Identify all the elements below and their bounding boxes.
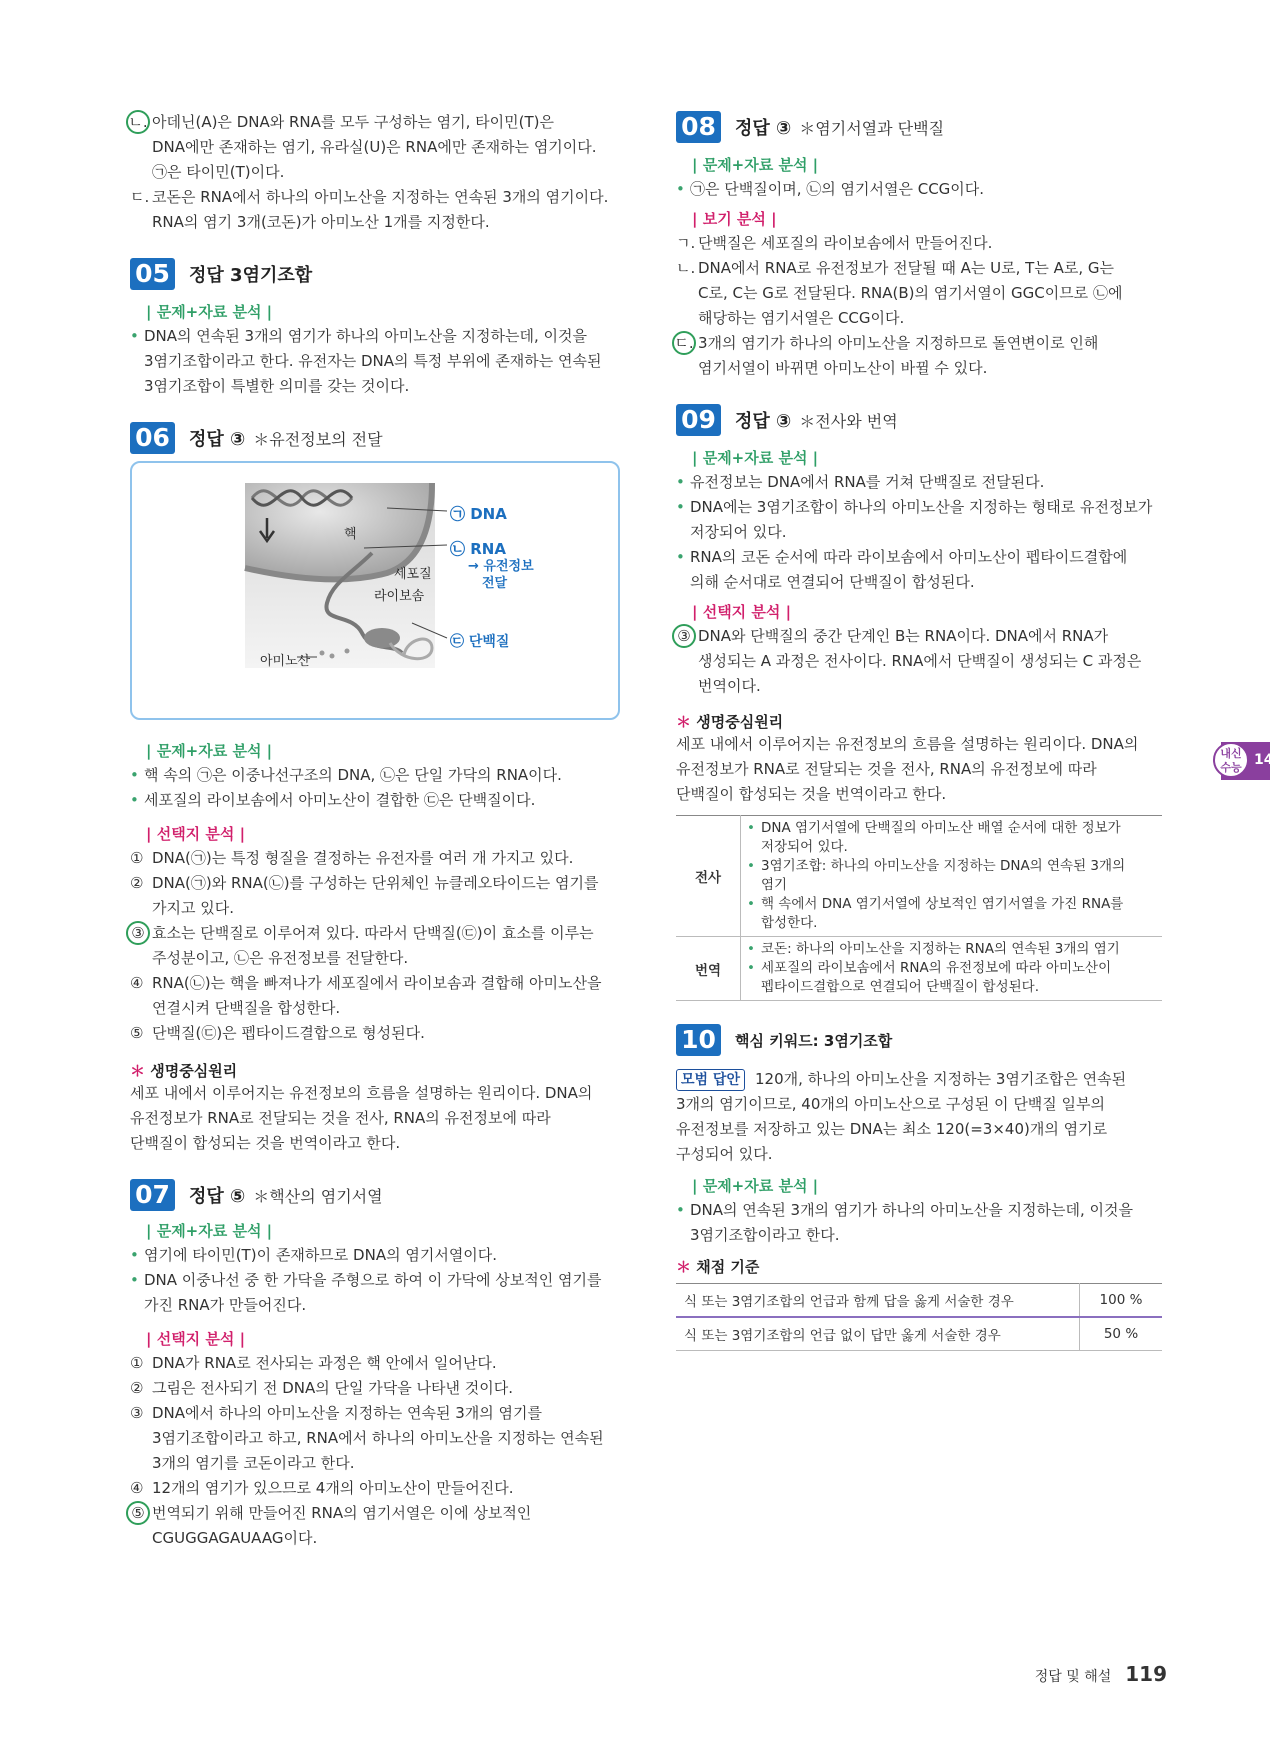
model-line [676, 1067, 1162, 1092]
bullet-line: 저장되어 있다. [690, 523, 787, 541]
table-line: DNA 염기서열에 단백질의 아미노산 배열 순서에 대한 정보가 [761, 820, 1121, 836]
bullet-item [130, 1243, 620, 1268]
bullet-line: RNA의 코돈 순서에 따라 라이보솜에서 아미노산이 펩타이드결합에 [690, 548, 1128, 566]
transfer-label-2: 전달 [482, 576, 508, 591]
choice-line: RNA의 염기 3개(코돈)가 아미노산 1개를 지정한다. [152, 213, 490, 231]
keyword: ＊유전정보의 전달 [253, 429, 383, 449]
choice-line: DNA(㉠)와 RNA(㉡)를 구성하는 단위체인 뉴클레오타이드는 염기를 [152, 874, 599, 892]
choice-marker: ④ [130, 974, 144, 992]
keyword: ＊염기서열과 단백질 [799, 118, 945, 138]
choice-section-title: | 선택지 분석 | [692, 603, 792, 621]
choice-line: DNA(㉠)는 특정 형질을 결정하는 유전자를 여러 개 가지고 있다. [152, 849, 574, 867]
keyword: ＊핵산의 염기서열 [253, 1186, 383, 1206]
model-line [676, 1092, 1162, 1117]
choice-marker: ③ [130, 1404, 144, 1422]
question-number: 10 [676, 1024, 721, 1056]
bullet-item [676, 470, 1162, 495]
bullet-item [676, 545, 1162, 595]
bullet-line: 의해 순서대로 연결되어 단백질이 합성된다. [690, 573, 975, 591]
table-bullet [747, 895, 1156, 933]
choice-list [130, 1351, 620, 1551]
central-dogma-table [676, 815, 1162, 1001]
question-09 [676, 403, 1162, 1001]
question-number: 05 [130, 258, 175, 290]
bullet-item [676, 1198, 1162, 1248]
choice-section-title: | 선택지 분석 | [146, 1330, 246, 1348]
correct-choice-marker: ㄷ. [672, 331, 696, 355]
choice-marker: ㄷ. [130, 188, 150, 206]
table-line: 합성한다. [761, 915, 818, 931]
bullet-line: DNA의 연속된 3개의 염기가 하나의 아미노산을 지정하는데, 이것을 [144, 327, 587, 345]
dna-label: ㉠ DNA [450, 505, 507, 523]
table-line: 코돈: 하나의 아미노산을 지정하는 RNA의 연속된 3개의 염기 [761, 941, 1120, 957]
answer-text: 정답 3염기조합 [189, 265, 313, 286]
row-head: 전사 [676, 816, 741, 937]
choice-line: 12개의 염기가 있으므로 4개의 아미노산이 만들어진다. [152, 1479, 514, 1497]
choice-line: 3개의 염기가 하나의 아미노산을 지정하므로 돌연변이로 인해 [698, 334, 1099, 352]
choice-line: 해당하는 염기서열은 CCG이다. [698, 309, 905, 327]
model-answer-badge: 모범 답안 [676, 1069, 745, 1091]
choice-marker: ② [130, 1379, 144, 1397]
question-05 [130, 257, 620, 399]
choice-item [130, 1021, 620, 1046]
text-line: 단백질이 합성되는 것을 번역이라고 한다. [676, 785, 947, 803]
table-line: 염기 [761, 877, 788, 893]
table-bullet [747, 819, 1156, 857]
question-06 [130, 421, 620, 1156]
grading-row [676, 1317, 1162, 1351]
table-row [676, 937, 1162, 1001]
choice-item [676, 331, 1162, 381]
choice-line: 생성되는 A 과정은 전사이다. RNA에서 단백질이 생성되는 C 과정은 [698, 652, 1142, 670]
bullet-line: 3염기조합이라고 한다. 유전자는 DNA의 특정 부위에 존재하는 연속된 [144, 352, 602, 370]
table-line: 세포질의 라이보솜에서 RNA의 유전정보에 따라 아미노산이 [761, 960, 1112, 976]
choice-line: 단백질은 세포질의 라이보솜에서 만들어진다. [698, 234, 993, 252]
choice-line: 염기서열이 바뀌면 아미노산이 바뀔 수 있다. [698, 359, 988, 377]
question-number: 06 [130, 422, 175, 454]
section-title: | 문제+자료 분석 | [146, 303, 273, 321]
amino-acid-dot [320, 651, 325, 656]
bullet-item [130, 788, 620, 813]
table-bullet [747, 959, 1156, 997]
bullet-line: 3염기조합이 특별한 의미를 갖는 것이다. [144, 377, 410, 395]
bullet-list [676, 470, 1162, 595]
choice-line: 번역되기 위해 만들어진 RNA의 염기서열은 이에 상보적인 [152, 1504, 532, 1522]
question-number: 09 [676, 404, 721, 436]
choice-line: 연결시켜 단백질을 합성한다. [152, 999, 341, 1017]
score: 100 % [1080, 1284, 1163, 1318]
grading-row [676, 1284, 1162, 1318]
model-text: 구성되어 있다. [676, 1145, 773, 1163]
bullet-line: 염기에 타이민(T)이 존재하므로 DNA의 염기서열이다. [144, 1246, 498, 1264]
answer-text: 정답 ③ [735, 411, 792, 432]
intro-items [130, 110, 620, 235]
choice-line: DNA와 단백질의 중간 단계인 B는 RNA이다. DNA에서 RNA가 [698, 627, 1109, 645]
choice-line: RNA(㉡)는 핵을 빠져나가 세포질에서 라이보솜과 결합해 아미노산을 [152, 974, 602, 992]
cell-illustration [132, 463, 612, 713]
choice-line: 아데닌(A)은 DNA와 RNA를 모두 구성하는 염기, 타이민(T)은 [152, 113, 554, 131]
model-text: 120개, 하나의 아미노산을 지정하는 3염기조합은 연속된 [754, 1070, 1127, 1088]
question-number: 07 [130, 1179, 175, 1211]
score: 50 % [1080, 1317, 1163, 1351]
bullet-line: 유전정보는 DNA에서 RNA를 거쳐 단백질로 전달된다. [690, 473, 1045, 491]
question-08 [676, 110, 1162, 381]
choice-line: 효소는 단백질로 이루어져 있다. 따라서 단백질(㉢)이 효소를 이루는 [152, 924, 594, 942]
model-answer [676, 1067, 1162, 1167]
bullet-line: 핵 속의 ㉠은 이중나선구조의 DNA, ㉡은 단일 가닥의 RNA이다. [144, 766, 562, 784]
protein-label: ㉢ 단백질 [450, 634, 510, 650]
text-line: 단백질이 합성되는 것을 번역이라고 한다. [130, 1134, 401, 1152]
bullet-list [130, 324, 620, 399]
choice-section-title: | 선택지 분석 | [146, 825, 246, 843]
choice-item [130, 110, 620, 185]
answer-text: 정답 ⑤ [189, 1186, 246, 1207]
choice-list [130, 846, 620, 1046]
side-tab-number: 14 [1254, 752, 1273, 768]
choice-item [676, 231, 1162, 256]
model-line [676, 1117, 1162, 1142]
question-07 [130, 1178, 620, 1551]
choice-line: 가지고 있다. [152, 899, 234, 917]
correct-choice-marker: ③ [672, 624, 696, 648]
choice-line: 3개의 염기를 코돈이라고 한다. [152, 1454, 355, 1472]
choice-item [130, 871, 620, 921]
bullet-line: DNA 이중나선 중 한 가닥을 주형으로 하여 이 가닥에 상보적인 염기를 [144, 1271, 602, 1289]
row-content [741, 937, 1163, 1001]
question-10 [676, 1023, 1162, 1351]
right-column [676, 110, 1162, 1351]
choice-item [130, 846, 620, 871]
bullet-line: DNA의 연속된 3개의 염기가 하나의 아미노산을 지정하는데, 이것을 [690, 1201, 1133, 1219]
bullet-list [130, 1243, 620, 1318]
table-line: 핵 속에서 DNA 염기서열에 상보적인 염기서열을 가진 RNA를 [761, 896, 1124, 912]
choice-item [130, 971, 620, 1021]
choice-item [130, 1501, 620, 1551]
model-text: 3개의 염기이므로, 40개의 아미노산으로 구성된 이 단백질 일부의 [676, 1095, 1106, 1113]
correct-choice-marker: ③ [126, 921, 150, 945]
section-title: | 문제+자료 분석 | [146, 742, 273, 760]
amino-acid-label: 아미노산 [260, 654, 311, 669]
page-number: 119 [1125, 1662, 1167, 1686]
choice-section-title: | 보기 분석 | [692, 210, 777, 228]
correct-choice-marker: ㄴ. [126, 110, 150, 134]
choice-line: 3염기조합이라고 하고, RNA에서 하나의 아미노산을 지정하는 연속된 [152, 1429, 604, 1447]
choice-item [130, 1376, 620, 1401]
text-line: 세포 내에서 이루어지는 유전정보의 흐름을 설명하는 원리이다. DNA의 [130, 1084, 593, 1102]
choice-line: 주성분이고, ㉡은 유전정보를 전달한다. [152, 949, 409, 967]
grading-title: ＊ 채점 기준 [676, 1258, 760, 1276]
footer-label: 정답 및 해설 [1034, 1669, 1112, 1685]
amino-acid-dot [330, 654, 335, 659]
grading-table [676, 1283, 1162, 1351]
text-line: 유전정보가 RNA로 전달되는 것을 전사, RNA의 유전정보에 따라 [676, 760, 1097, 778]
bullet-list [676, 177, 1162, 202]
table-line: 저장되어 있다. [761, 839, 848, 855]
choice-marker: ㄱ. [676, 234, 696, 252]
row-head: 번역 [676, 937, 741, 1001]
criterion: 식 또는 3염기조합의 언급과 함께 답을 옳게 서술한 경우 [676, 1284, 1080, 1318]
answer-text: 정답 ③ [189, 429, 246, 450]
bullet-item [130, 324, 620, 399]
choice-line: 번역이다. [698, 677, 761, 695]
model-text: 유전정보를 저장하고 있는 DNA는 최소 120(=3×40)개의 염기로 [676, 1120, 1108, 1138]
section-title: | 문제+자료 분석 | [692, 1177, 819, 1195]
choice-line: ㉠은 타이민(T)이다. [152, 163, 285, 181]
question-title: 핵심 키워드: 3염기조합 [735, 1031, 893, 1050]
table-line: 3염기조합: 하나의 아미노산을 지정하는 DNA의 연속된 3개의 [761, 858, 1126, 874]
bullet-item [676, 177, 1162, 202]
bullet-item [130, 1268, 620, 1318]
choice-line: DNA에서 RNA로 유전정보가 전달될 때 A는 U로, T는 A로, G는 [698, 259, 1115, 277]
cytoplasm-label: 세포질 [394, 567, 432, 582]
choice-list [676, 231, 1162, 381]
section-title: | 문제+자료 분석 | [692, 156, 819, 174]
note-title: ＊ 생명중심원리 [130, 1062, 238, 1080]
choice-item [676, 624, 1162, 699]
choice-item [130, 185, 620, 235]
choice-marker: ④ [130, 1479, 144, 1497]
keyword: ＊전사와 번역 [799, 411, 898, 431]
bullet-line: ㉠은 단백질이며, ㉡의 염기서열은 CCG이다. [690, 180, 985, 198]
choice-line: DNA에만 존재하는 염기, 유라실(U)은 RNA에만 존재하는 염기이다. [152, 138, 597, 156]
bullet-item [676, 495, 1162, 545]
choice-line: 코돈은 RNA에서 하나의 아미노산을 지정하는 연속된 3개의 염기이다. [152, 188, 609, 206]
bullet-line: DNA에는 3염기조합이 하나의 아미노산을 지정하는 형태로 유전정보가 [690, 498, 1153, 516]
criterion: 식 또는 3염기조합의 언급 없이 답만 옳게 서술한 경우 [676, 1317, 1080, 1351]
table-row [676, 816, 1162, 937]
bullet-list [130, 763, 620, 813]
text-line: 세포 내에서 이루어지는 유전정보의 흐름을 설명하는 원리이다. DNA의 [676, 735, 1139, 753]
choice-marker: ㄴ. [676, 259, 696, 277]
ribosome-label: 라이보솜 [374, 589, 425, 604]
choice-line: DNA에서 하나의 아미노산을 지정하는 연속된 3개의 염기를 [152, 1404, 542, 1422]
left-column [130, 110, 620, 1551]
table-bullet [747, 940, 1156, 959]
bullet-line: 가진 RNA가 만들어진다. [144, 1296, 307, 1314]
nucleus-label: 핵 [344, 527, 357, 542]
model-line [676, 1142, 1162, 1167]
bullet-item [130, 763, 620, 788]
page-footer [1035, 1662, 1167, 1686]
row-content [741, 816, 1163, 937]
bullet-line: 3염기조합이라고 한다. [690, 1226, 840, 1244]
choice-line: 단백질(㉢)은 펩타이드결합으로 형성된다. [152, 1024, 425, 1042]
transfer-label: → 유전정보 [468, 559, 534, 574]
note-text [676, 732, 1162, 807]
answer-text: 정답 ③ [735, 118, 792, 139]
question-number: 08 [676, 111, 721, 143]
text-line: 유전정보가 RNA로 전달되는 것을 전사, RNA의 유전정보에 따라 [130, 1109, 551, 1127]
choice-item [130, 921, 620, 971]
choice-item [130, 1476, 620, 1501]
choice-line: 그림은 전사되기 전 DNA의 단일 가닥을 나타낸 것이다. [152, 1379, 513, 1397]
side-tab-badge: 내신 수능 [1213, 742, 1249, 778]
note-title: ＊ 생명중심원리 [676, 713, 784, 731]
table-line: 펩타이드결합으로 연결되어 단백질이 합성된다. [761, 979, 1039, 995]
choice-item [676, 256, 1162, 331]
choice-line: CGUGGAGAUAAG이다. [152, 1529, 318, 1547]
choice-marker: ⑤ [130, 1024, 144, 1042]
bullet-line: 세포질의 라이보솜에서 아미노산이 결합한 ㉢은 단백질이다. [144, 791, 536, 809]
note-text [130, 1081, 620, 1156]
choice-list [676, 624, 1162, 699]
section-title: | 문제+자료 분석 | [692, 449, 819, 467]
amino-acid-dot [345, 649, 350, 654]
cell-figure [130, 461, 620, 720]
choice-line: DNA가 RNA로 전사되는 과정은 핵 안에서 일어난다. [152, 1354, 497, 1372]
choice-item [130, 1401, 620, 1476]
bullet-list [676, 1198, 1162, 1248]
ribosome-shape [364, 628, 400, 648]
choice-marker: ① [130, 849, 144, 867]
table-bullet [747, 857, 1156, 895]
rna-label: ㉡ RNA [450, 540, 506, 558]
section-title: | 문제+자료 분석 | [146, 1222, 273, 1240]
choice-line: C로, C는 G로 전달된다. RNA(B)의 염기서열이 GGC이므로 ㉡에 [698, 284, 1123, 302]
choice-marker: ② [130, 874, 144, 892]
choice-item [130, 1351, 620, 1376]
choice-marker: ① [130, 1354, 144, 1372]
correct-choice-marker: ⑤ [126, 1501, 150, 1525]
